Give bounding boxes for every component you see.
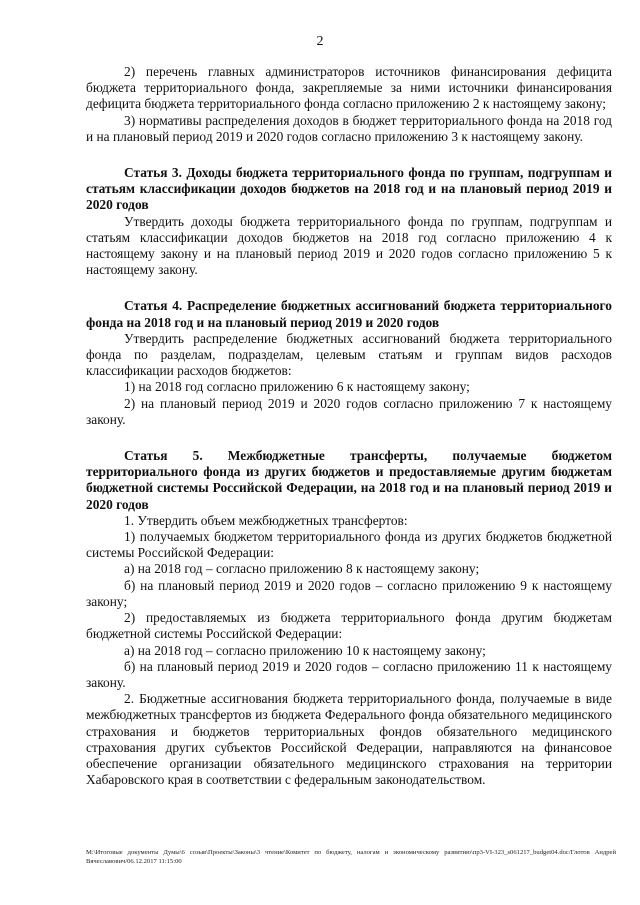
- document-body: [86, 64, 612, 788]
- article-5-heading: Статья 5. Межбюджетные трансферты, получаемые бюджетом территориального фонда из других бюджетов и предоставляемые другим бюджетам бюджетной системы Российской Федерации, на 2018 год и на плановый период 2019 и 2020 годов: [86, 448, 612, 512]
- intro-item-3: 3) нормативы распределения доходов в бюджет территориального фонда на 2018 год и на плановый период 2019 и 2020 годов согласно приложению 3 к настоящему закону.: [86, 112, 612, 144]
- article-5-paragraph: 2. Бюджетные ассигнования бюджета территориального фонда, получаемые в виде межбюджетных трансфертов из бюджета Федерального фонда обязательного медицинского страхования и бюджетов территориальных фондов обязательного медицинского страхования других субъектов Российской Федерации, направляются на финансовое обеспечение организации обязательного медицинского страхования на территории Хабаровского края в соответствии с федеральным законодательством.: [86, 691, 612, 788]
- article-5-item: 2) предоставляемых из бюджета территориального фонда другим бюджетам бюджетной системы Российской Федерации:: [86, 610, 612, 642]
- article-5-item: а) на 2018 год – согласно приложению 10 к настоящему закону;: [124, 642, 486, 658]
- article-4-heading: Статья 4. Распределение бюджетных ассигнований бюджета территориального фонда на 2018 год и на плановый период 2019 и 2020 годов: [86, 298, 612, 330]
- article-4-paragraph: Утвердить распределение бюджетных ассигнований бюджета территориального фонда по разделам, подразделам, целевым статьям и группам видов расходов классификации расходов бюджетов:: [86, 330, 612, 379]
- article-5-item: 1) получаемых бюджетом территориального фонда из других бюджетов бюджетной системы Российской Федерации:: [86, 529, 612, 561]
- article-5-paragraph: 1. Утвердить объем межбюджетных трансфертов:: [124, 512, 408, 528]
- article-3-paragraph: Утвердить доходы бюджета территориального фонда по группам, подгруппам и статьям классификации доходов бюджетов на 2018 год согласно приложению 4 к настоящему закону и на плановый период 2019 и 2020 годов согласно приложению 5 к настоящему закону.: [86, 213, 612, 278]
- article-4-item: 1) на 2018 год согласно приложению 6 к настоящему закону;: [124, 379, 470, 395]
- article-5-item: а) на 2018 год – согласно приложению 8 к настоящему закону;: [124, 561, 480, 577]
- article-5-item: б) на плановый период 2019 и 2020 годов – согласно приложению 11 к настоящему закону.: [86, 658, 612, 690]
- article-5-item: б) на плановый период 2019 и 2020 годов – согласно приложению 9 к настоящему закону;: [86, 577, 612, 609]
- intro-item-2: 2) перечень главных администраторов источников финансирования дефицита бюджета территориального фонда, закрепляемые за ними источники финансирования дефицита бюджета территориального фонда согласно приложению 2 к настоящему закону;: [86, 64, 612, 112]
- page-number: 2: [316, 34, 324, 49]
- article-3-heading: Статья 3. Доходы бюджета территориального фонда по группам, подгруппам и статьям классификации доходов бюджетов на 2018 год и на плановый период 2019 и 2020 годов: [86, 165, 612, 213]
- article-4-item: 2) на плановый период 2019 и 2020 годов согласно приложению 7 к настоящему закону.: [86, 395, 612, 427]
- file-path-footer: М:\Итоговые документы Думы\6 созыв\Проекты\Законы\3 чтение\Комитет по бюджету, налогам и экономическому развитию\пр3-VI-323_s061217_budget04.doc/Глотов Андрей Вячеславович/06.12.2017 11:15:00: [86, 849, 616, 865]
